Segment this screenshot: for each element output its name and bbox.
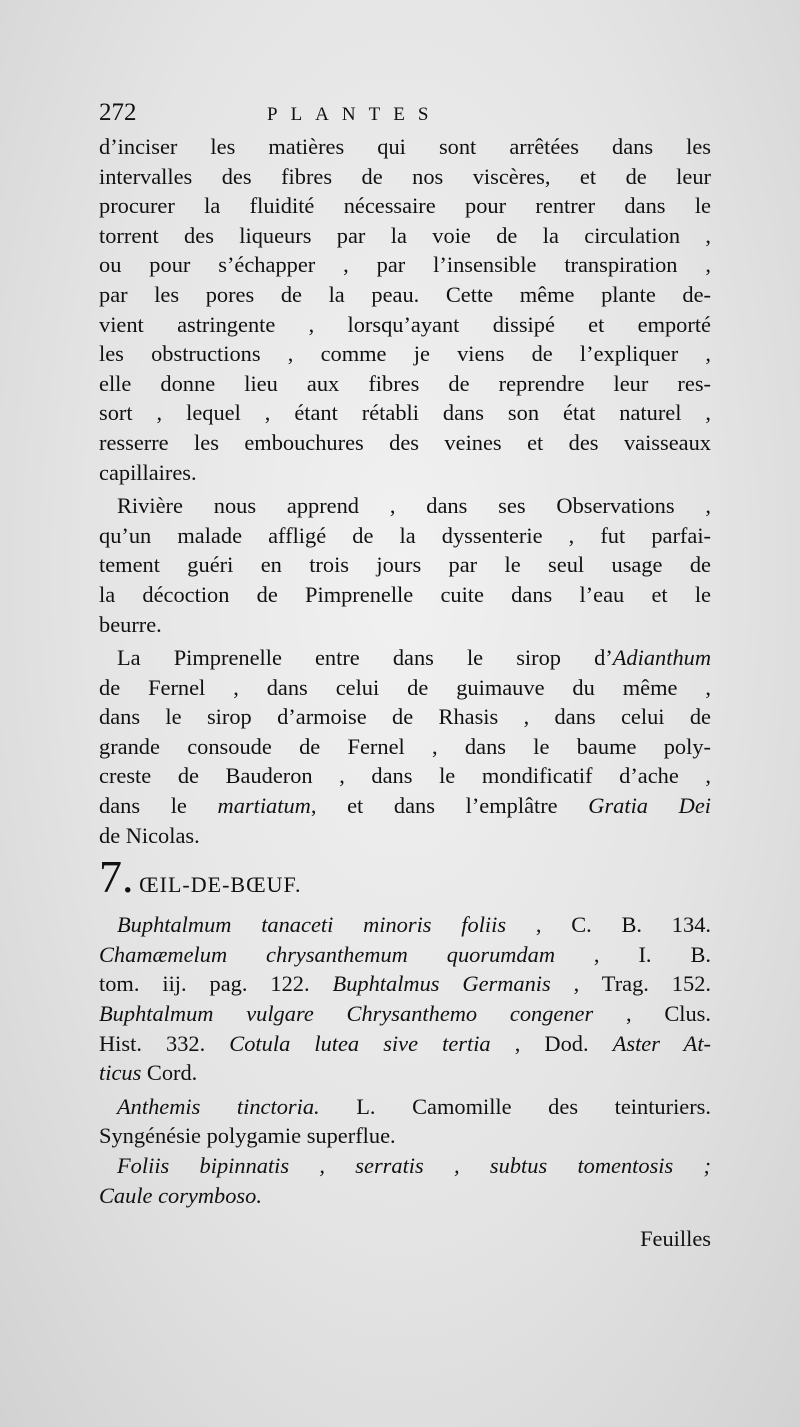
text-line: beurre. <box>99 611 162 637</box>
text-line: Foliis bipinnatis , serratis , subtus tomentosis ; <box>117 1153 711 1178</box>
text-line: de Fernel , dans celui de guimauve du même , <box>99 674 711 700</box>
text-line: resserre les embouchures des veines et des vaisseaux <box>99 429 711 455</box>
text-line: grande consoude de Fernel , dans le baume poly- <box>99 733 711 759</box>
latin-term: Gratia Dei <box>588 793 711 819</box>
text-line: vient astringente , lorsqu’ayant dissipé et emporté <box>99 311 711 337</box>
text-line: capillaires. <box>99 459 197 485</box>
text-line: Anthemis tinctoria. L. Camomille des teinturiers. <box>117 1093 711 1119</box>
text-line: Buphtalmum vulgare Chrysanthemo congener , Clus. <box>99 1001 711 1027</box>
text-line: d’inciser les matières qui sont arrêtées dans les <box>99 134 711 159</box>
paragraph-2 <box>99 491 711 639</box>
latin-term: Adianthum <box>612 645 711 671</box>
paragraph-1 <box>99 132 711 487</box>
text-line: les obstructions , comme je viens de l’expliquer , <box>99 341 711 367</box>
text-line: creste de Bauderon , dans le mondificatif d’ache , <box>99 763 711 789</box>
section-number: 7. <box>99 851 134 903</box>
linnaean-block <box>99 1092 711 1151</box>
text-line: dans le martiatum, et dans l’emplâtre Gratia Dei <box>99 793 711 819</box>
text-line: ticus Cord. <box>99 1060 198 1086</box>
text-line: dans le sirop d’armoise de Rhasis , dans celui de <box>99 704 711 730</box>
text-line: de Nicolas. <box>99 822 200 848</box>
running-title: PLANTES <box>267 104 442 125</box>
text-line: intervalles des fibres de nos viscères, et de leur <box>99 163 711 189</box>
text-line: elle donne lieu aux fibres de reprendre leur res- <box>99 370 711 396</box>
text-line: sort , lequel , étant rétabli dans son état naturel , <box>99 400 711 426</box>
text-line: la décoction de Pimprenelle cuite dans l’eau et le <box>99 581 711 607</box>
text-line: La Pimprenelle entre dans le sirop d’Adianthum <box>117 645 711 671</box>
text-line: tement guéri en trois jours par le seul usage de <box>99 552 711 578</box>
text-line: par les pores de la peau. Cette même plante de- <box>99 281 711 307</box>
page-number: 272 <box>99 99 137 126</box>
section-title: ŒIL-DE-BŒUF. <box>139 872 302 898</box>
text-line: torrent des liqueurs par la voie de la circulation , <box>99 222 711 248</box>
text-line: Hist. 332. Cotula lutea sive tertia , Dod. Aster At- <box>99 1030 711 1056</box>
paragraph-3 <box>99 643 711 850</box>
text-line: Rivière nous apprend , dans ses Observations , <box>117 493 711 519</box>
page-header <box>99 98 711 132</box>
text-line: Buphtalmum tanaceti minoris foliis , C. B. 134. <box>117 912 711 938</box>
text-line: Chamæmelum chrysanthemum quorumdam , I. B. <box>99 941 711 967</box>
text-line: Caule corymboso. <box>99 1182 262 1208</box>
text-line: tom. iij. pag. 122. Buphtalmus Germanis , Trag. 152. <box>99 971 711 997</box>
page-text-block <box>99 98 711 1254</box>
description-block <box>99 1151 711 1210</box>
catchword: Feuilles <box>640 1226 711 1252</box>
synonyms-block <box>99 910 711 1088</box>
text-line: ou pour s’échapper , par l’insensible transpiration , <box>99 252 711 278</box>
latin-term: martiatum <box>217 793 311 819</box>
text-line: Syngénésie polygamie superflue. <box>99 1123 396 1149</box>
text-line: qu’un malade affligé de la dyssenterie , fut parfai- <box>99 522 711 548</box>
text-line: procurer la fluidité nécessaire pour rentrer dans le <box>99 193 711 219</box>
section-heading <box>99 851 711 910</box>
